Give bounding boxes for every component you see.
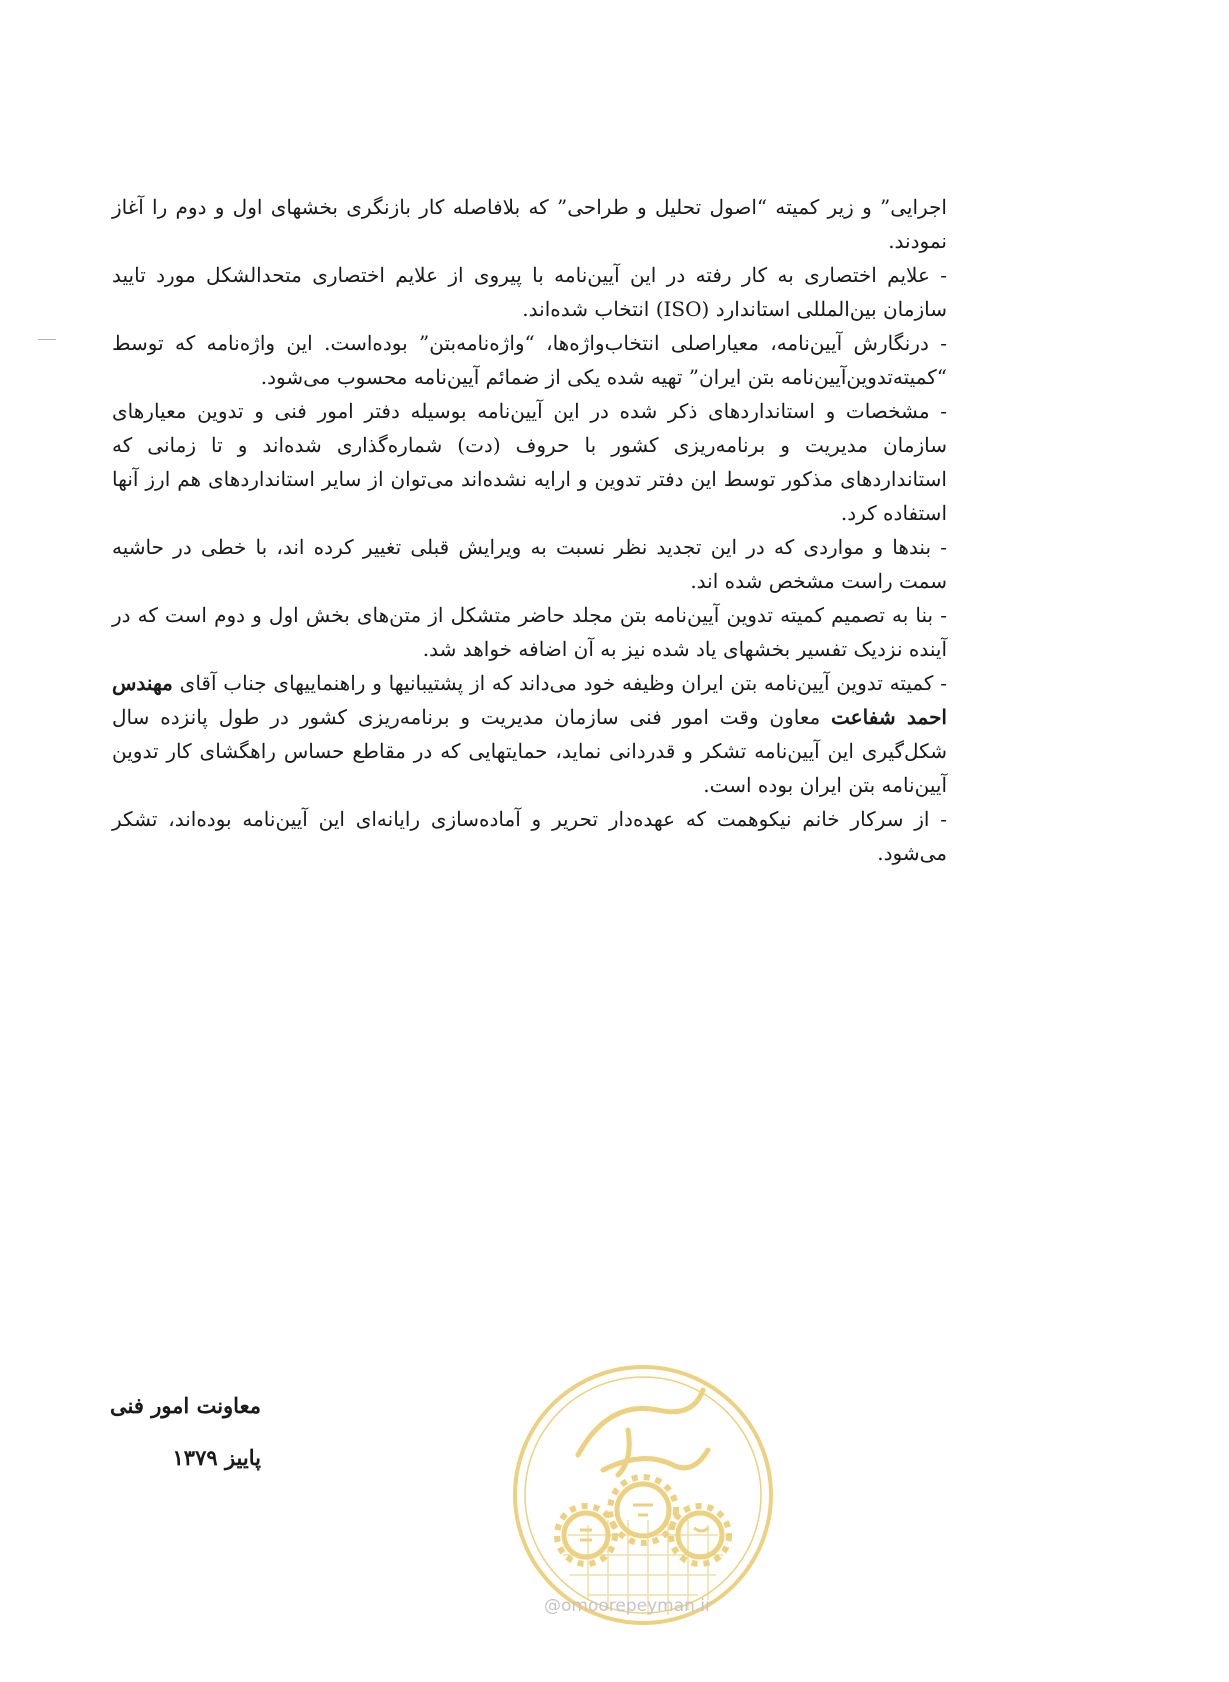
paragraph-2: - علایم اختصاری به کار رفته در این آیین‌نامه با پیروی از علایم اختصاری متحدالشکل مورد تایید سازمان بین‌المللی استاندارد (ISO) انتخاب شده‌اند. [112,263,947,321]
paragraph-7 [112,666,947,802]
paragraph-3: - درنگارش آیین‌نامه، معیاراصلی انتخاب‌واژه‌ها، “واژه‌نامه‌بتن” بوده‌است. این واژه‌نامه که توسط “کمیته‌تدوین‌آیین‌نامه بتن ایران” تهیه شده یکی از ضمائم آیین‌نامه محسوب می‌شود. [112,331,947,389]
watermark-logo-icon [508,1360,778,1630]
paragraph-6: - بنا به تصمیم کمیته تدوین آیین‌نامه بتن مجلد حاضر متشکل از متن‌های بخش اول و دوم است که در آینده نزدیک تفسیر بخشهای یاد شده نیز به آن اضافه خواهد شد. [112,603,947,661]
signature-office: معاونت امور فنی [110,1393,261,1418]
body-text [112,190,947,870]
paragraph-7-end: معاون وقت امور فنی سازمان مدیریت و برنامه‌ریزی کشور در طول پانزده سال شکل‌گیری این آیین‌نامه تشکر و قدردانی نماید، حمایتهایی که در مقاطع حساس راهگشای کار تدوین آیین‌نامه بتن ایران بوده است. [112,705,947,797]
signature-date: پاییز ۱۳۷۹ [172,1445,261,1470]
signature-block [110,1380,261,1484]
paragraph-4: - مشخصات و استانداردهای ذکر شده در این آیین‌نامه بوسیله دفتر امور فنی و تدوین معیارهای سازمان مدیریت و برنامه‌ریزی کشور با حروف (دت) شماره‌گذاری شده‌اند و تا زمانی که استانداردهای مذکور توسط این دفتر تدوین و ارایه نشده‌اند می‌توان از سایر استانداردهای هم ارز آنها استفاده کرد. [112,399,947,525]
margin-mark [38,339,56,340]
person-name: مهندس احمد شفاعت [112,671,947,729]
watermark-site: @omoorepeyman.ir [543,1596,713,1616]
paragraph-1: اجرایی” و زیر کمیته “اصول تحلیل و طراحی” که بلافاصله کار بازنگری بخشهای اول و دوم را آغاز نمودند. [112,195,947,253]
paragraph-8: - از سرکار خانم نیکوهمت که عهده‌دار تحریر و آماده‌سازی رایانه‌ای این آیین‌نامه بوده‌اند، تشکر می‌شود. [112,807,947,865]
paragraph-7-start: - کمیته تدوین آیین‌نامه بتن ایران وظیفه خود می‌داند که از پشتیبانیها و راهنماییهای جناب آقای [172,671,947,695]
paragraph-5: - بندها و مواردی که در این تجدید نظر نسبت به ویرایش قبلی تغییر کرده اند، با خطی در حاشیه سمت راست مشخص شده اند. [112,535,947,593]
